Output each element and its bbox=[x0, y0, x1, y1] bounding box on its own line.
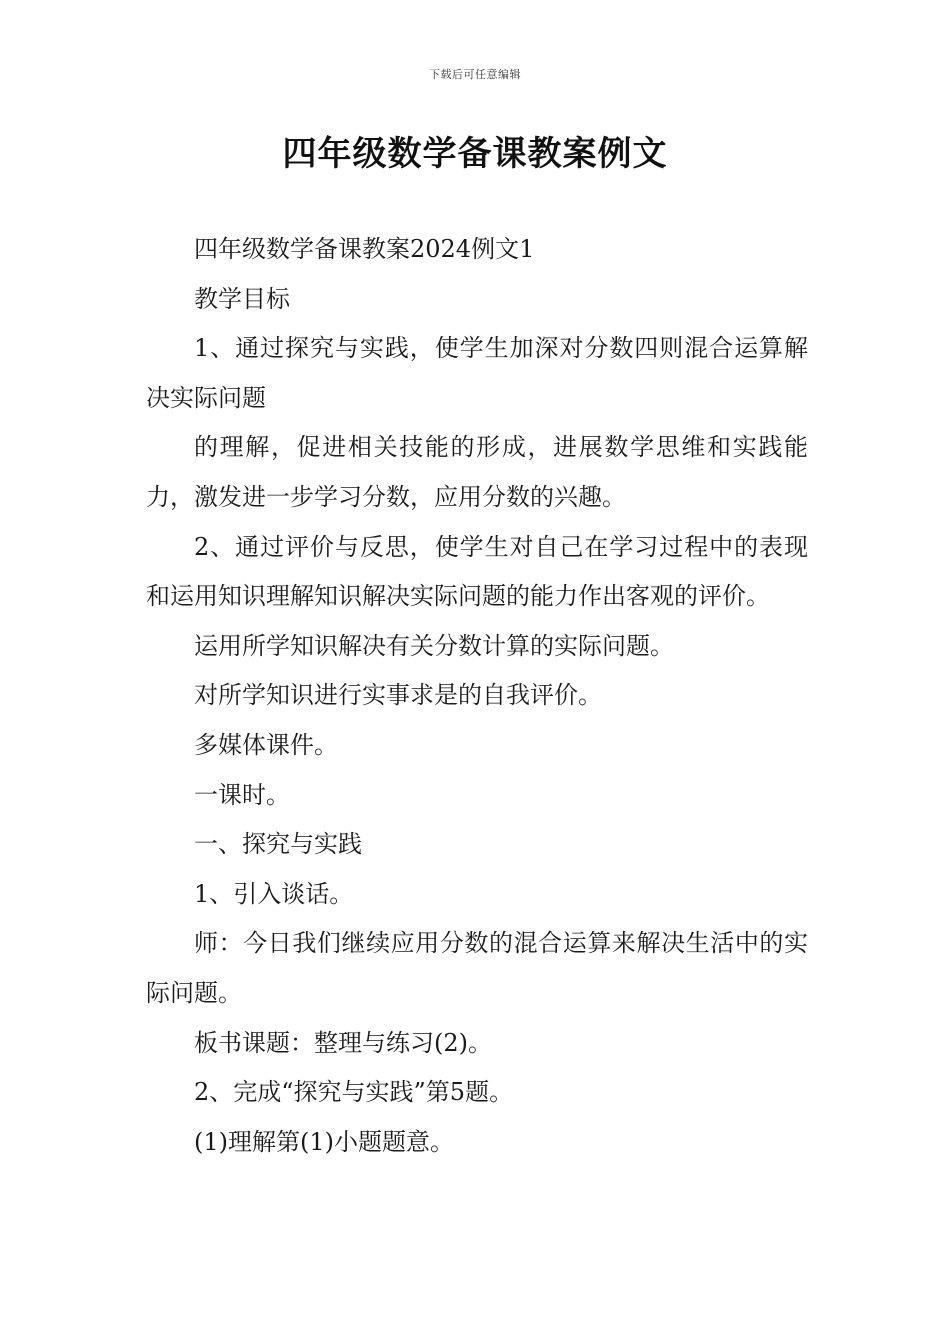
paragraph: 教学目标 bbox=[194, 284, 290, 313]
paragraph: 1、通过探究与实践，使学生加深对分数四则混合运算解决实际问题 bbox=[146, 334, 808, 412]
paragraph: 的理解，促进相关技能的形成，进展数学思维和实践能力，激发进一步学习分数，应用分数的兴趣。 bbox=[146, 433, 808, 511]
paragraph: 一、探究与实践 bbox=[194, 830, 362, 859]
paragraph: 多媒体课件。 bbox=[194, 730, 338, 759]
paragraph: 对所学知识进行实事求是的自我评价。 bbox=[194, 681, 602, 710]
paragraph: 板书课题：整理与练习(2)。 bbox=[194, 1028, 492, 1057]
header-note: 下载后可任意编辑 bbox=[429, 68, 521, 81]
paragraph: 师：今日我们继续应用分数的混合运算来解决生活中的实际问题。 bbox=[146, 929, 808, 1007]
paragraph: 四年级数学备课教案2024例文1 bbox=[194, 235, 535, 263]
document-title: 四年级数学备课教案例文 bbox=[282, 134, 668, 174]
paragraph: (1)理解第(1)小题题意。 bbox=[194, 1127, 454, 1156]
paragraph: 2、完成“探究与实践”第5题。 bbox=[194, 1078, 514, 1107]
paragraph: 1、引入谈话。 bbox=[194, 879, 354, 908]
paragraph: 运用所学知识解决有关分数计算的实际问题。 bbox=[194, 631, 674, 660]
paragraph: 一课时。 bbox=[194, 780, 290, 809]
paragraph: 2、通过评价与反思，使学生对自己在学习过程中的表现和运用知识理解知识解决实际问题的能力作出客观的评价。 bbox=[146, 532, 808, 611]
document-body bbox=[146, 225, 808, 1167]
